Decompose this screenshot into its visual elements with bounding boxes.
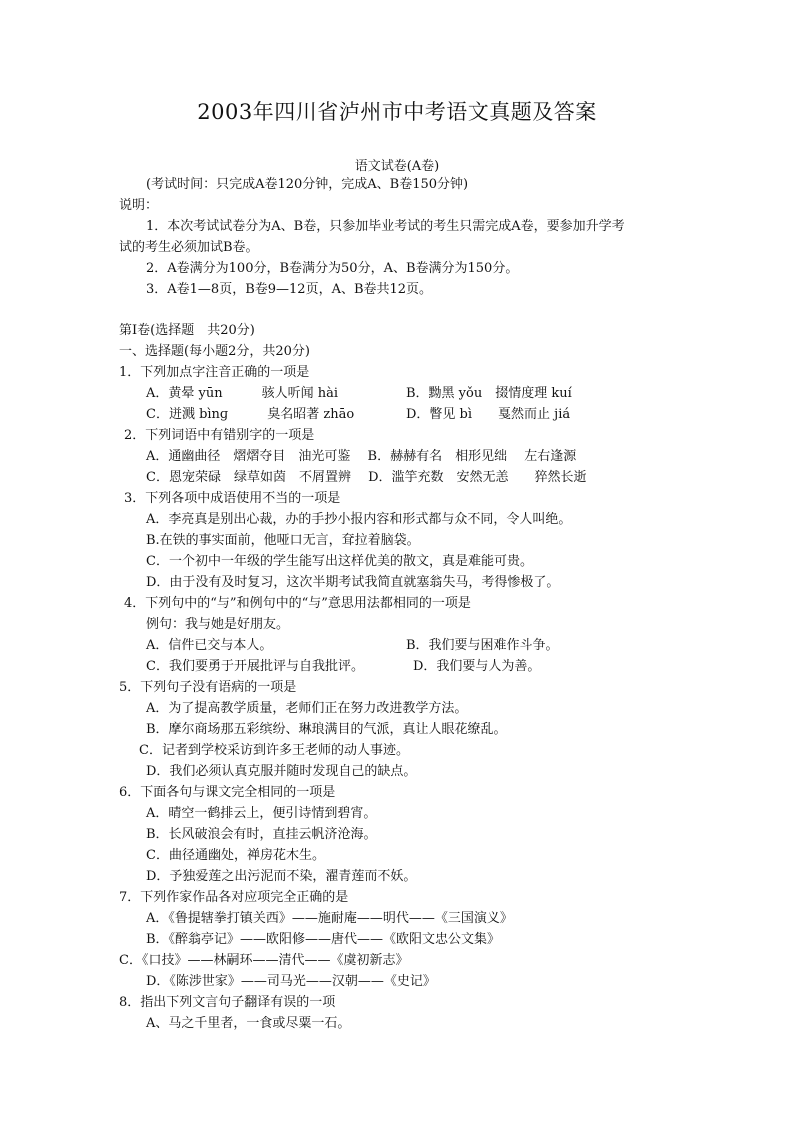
question-2-row-ab: A．通幽曲径 熠熠夺目 油光可鉴 B．赫赫有名 相形见绌 左右逢源 (146, 449, 577, 464)
question-4-option-a: A．信件已交与本人。 (146, 638, 273, 653)
question-5-option-b: B．摩尔商场那五彩缤纷、琳琅满目的气派，真让人眼花缭乱。 (146, 722, 507, 737)
question-1-option-a: A．黄晕 yūn 骇人听闻 hài (146, 386, 339, 401)
question-7-option-c: C．《口技》——林嗣环——清代——《虞初新志》 (119, 953, 409, 968)
question-4-option-c: C．我们要勇于开展批评与自我批评。 (146, 659, 364, 674)
question-4-example: 例句：我与她是好朋友。 (146, 617, 290, 632)
question-7-option-a: A．《鲁提辖拳打镇关西》——施耐庵——明代——《三国演义》 (146, 911, 513, 926)
question-5-option-d: D．我们必须认真克服并随时发现自己的缺点。 (146, 764, 417, 779)
instruction-2: 2．A卷满分为100分，B卷满分为50分，A、B卷满分为150分。 (146, 261, 519, 276)
question-4-row-ab (146, 637, 746, 655)
question-7-option-b: B．《醉翁亭记》——欧阳修——唐代——《欧阳文忠公文集》 (146, 932, 501, 947)
question-3-option-a: A．李亮真是别出心裁，办的手抄小报内容和形式都与众不同，令人叫绝。 (146, 512, 572, 527)
question-3-option-c: C．一个初中一年级的学生能写出这样优美的散文，真是难能可贵。 (146, 554, 533, 569)
question-6-option-b: B．长风破浪会有时，直挂云帆济沧海。 (146, 827, 377, 842)
question-6-option-c: C．曲径通幽处，禅房花木生。 (146, 848, 325, 863)
question-1-option-c: C．迸溅 bìnɡ 臭名昭著 zhāo (146, 407, 355, 422)
exam-time-note: (考试时间：只完成A卷120分钟，完成A、B卷150分钟) (146, 177, 469, 192)
question-4-row-cd (146, 658, 746, 676)
instruction-3: 3．A卷1—8页，B卷9—12页，A、B卷共12页。 (146, 282, 433, 297)
question-5-option-c: C．记者到学校采访到许多王老师的动人事迹。 (139, 743, 409, 758)
instruction-1-line-2: 试的考生必须加试B卷。 (119, 240, 259, 255)
question-5-stem: 5．下列句子没有语病的一项是 (119, 680, 297, 695)
question-5-option-a: A．为了提高教学质量，老师们正在努力改进教学方法。 (146, 701, 468, 716)
question-7-stem: 7．下列作家作品各对应项完全正确的是 (119, 890, 349, 905)
section-1-heading: 一、选择题(每小题2分，共20分) (119, 344, 310, 359)
question-1-stem: 1．下列加点字注音正确的一项是 (119, 365, 310, 380)
question-8-stem: 8．指出下列文言句子翻译有误的一项 (119, 995, 336, 1010)
question-1-option-b: B．黝黑 yǒu 掇情度理 kuí (406, 386, 572, 401)
question-2-row-cd: C．恩宠荣碌 绿草如茵 不屑置辨 D．滥竽充数 安然无恙 猝然长逝 (146, 470, 587, 485)
question-4-option-b: B．我们要与困难作斗争。 (406, 638, 559, 653)
question-1-row-cd (146, 406, 746, 424)
instructions-heading: 说明： (119, 198, 159, 213)
instruction-1-line-1: 1．本次考试试卷分为A、B卷，只参加毕业考试的考生只需完成A卷，要参加升学考 (146, 219, 625, 234)
question-6-stem: 6．下面各句与课文完全相同的一项是 (119, 785, 336, 800)
question-6-option-a: A．晴空一鹤排云上，便引诗情到碧宵。 (146, 806, 377, 821)
part-1-heading: 第Ⅰ卷(选择题 共20分) (119, 323, 255, 338)
question-1-option-d: D．瞥见 bì 戛然而止 jiá (406, 407, 571, 422)
paper-subtitle: 语文试卷(A卷) (354, 159, 440, 174)
question-3-option-d: D．由于没有及时复习，这次半期考试我简直就塞翁失马，考得惨极了。 (146, 575, 560, 590)
question-8-option-a: A、马之千里者，一食或尽粟一石。 (146, 1016, 351, 1031)
page-title: 2003年四川省泸州市中考语文真题及答案 (197, 100, 597, 124)
question-6-option-d: D．予独爱莲之出污泥而不染，濯青莲而不妖。 (146, 869, 417, 884)
question-2-stem: 2．下列词语中有错别字的一项是 (124, 428, 315, 443)
question-7-option-d: D．《陈涉世家》——司马光——汉朝——《史记》 (146, 974, 436, 989)
question-3-stem: 3．下列各项中成语使用不当的一项是 (124, 491, 341, 506)
question-4-stem: 4．下列句中的“与”和例句中的“与”意思用法都相同的一项是 (124, 596, 471, 611)
question-3-option-b: B.在铁的事实面前，他哑口无言，耷拉着脑袋。 (146, 533, 420, 548)
question-1-row-ab (146, 385, 746, 403)
question-4-option-d: D．我们要与人为善。 (413, 659, 541, 674)
